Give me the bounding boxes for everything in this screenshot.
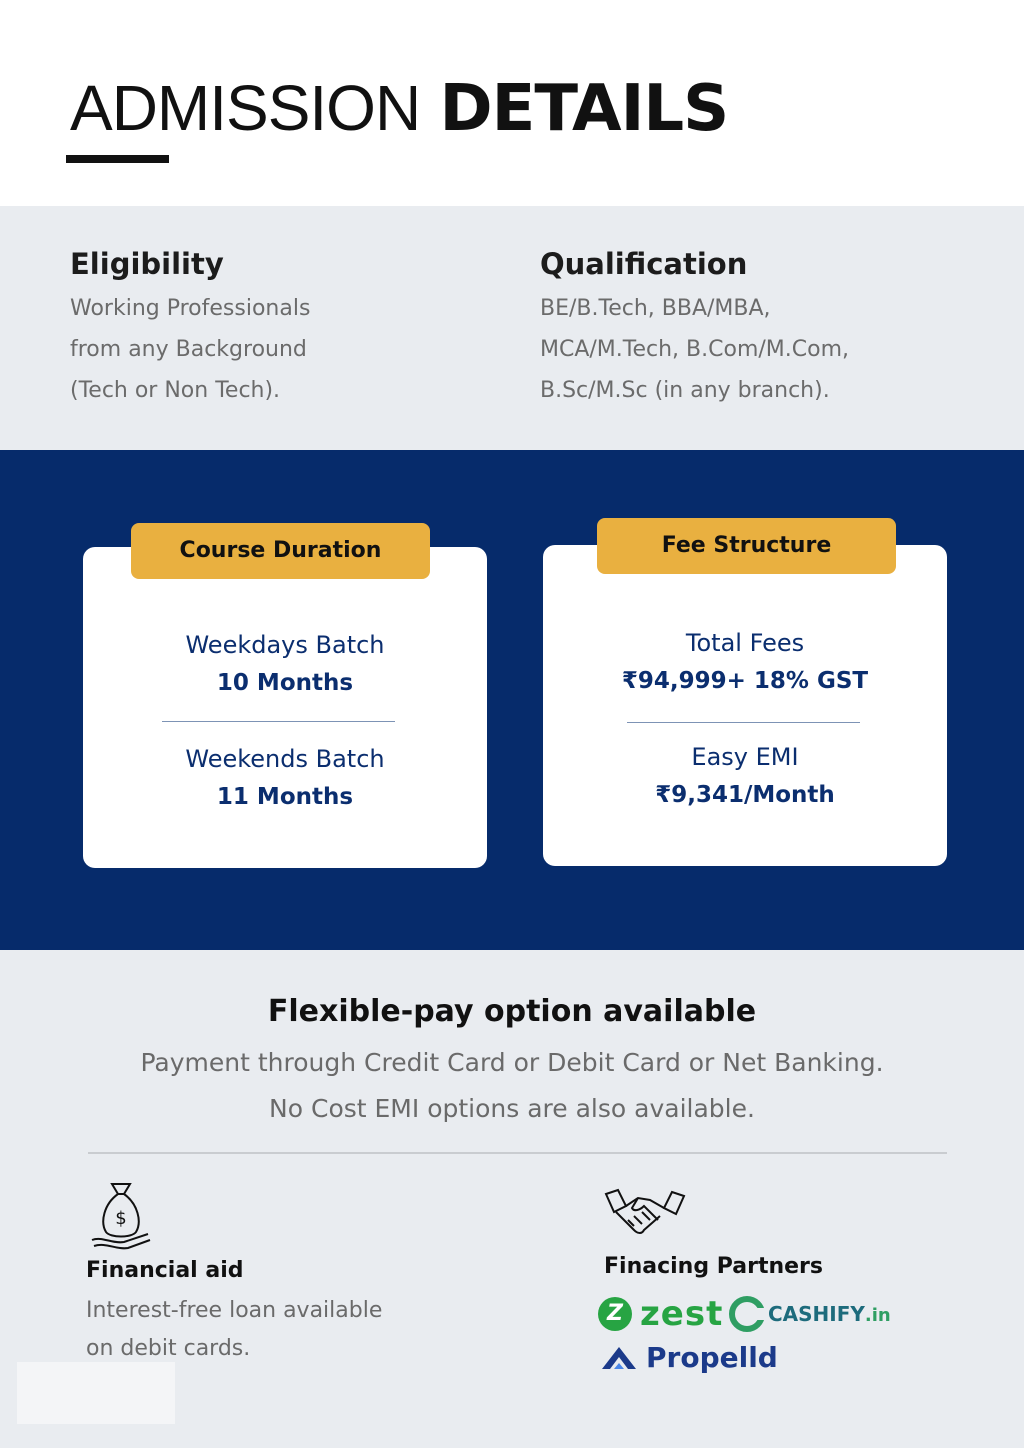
cashify-logo bbox=[729, 1296, 891, 1332]
batch-value: 11 Months bbox=[216, 784, 354, 810]
qualification-line: MCA/M.Tech, B.Com/M.Com, bbox=[540, 337, 850, 362]
qualification-heading: Qualification bbox=[540, 247, 748, 281]
fee-label: Total Fees bbox=[685, 629, 805, 657]
financial-aid-line: on debit cards. bbox=[86, 1336, 251, 1361]
course-duration-card bbox=[83, 547, 487, 868]
weekdays-batch bbox=[83, 630, 487, 698]
weekends-batch bbox=[83, 744, 487, 812]
card-divider bbox=[162, 721, 395, 722]
financial-aid-title: Financial aid bbox=[86, 1258, 244, 1283]
propelld-mark-icon bbox=[600, 1345, 638, 1371]
flexible-pay-line: No Cost EMI options are also available. bbox=[269, 1094, 755, 1123]
flexible-pay-title: Flexible-pay option available bbox=[267, 994, 757, 1029]
total-fees bbox=[543, 628, 947, 696]
card-divider bbox=[627, 722, 860, 723]
partners-title: Finacing Partners bbox=[604, 1254, 824, 1279]
qualification-line: B.Sc/M.Sc (in any branch). bbox=[540, 378, 830, 403]
fee-structure-card bbox=[543, 545, 947, 866]
eligibility-line: (Tech or Non Tech). bbox=[70, 378, 281, 403]
money-bag-icon bbox=[90, 1178, 152, 1250]
batch-label: Weekdays Batch bbox=[185, 631, 385, 659]
qualification-line: BE/B.Tech, BBA/MBA, bbox=[540, 296, 771, 321]
zest-logo bbox=[598, 1294, 723, 1334]
flexible-pay-text bbox=[0, 1040, 1024, 1132]
page-header bbox=[0, 0, 1024, 206]
qualification-column bbox=[540, 246, 980, 411]
zest-wordmark: zest bbox=[640, 1294, 724, 1334]
section-divider bbox=[88, 1152, 947, 1154]
cashify-wordmark: CASHIFY.in bbox=[768, 1302, 891, 1326]
course-duration-tag: Course Duration bbox=[131, 523, 430, 579]
financial-aid-text bbox=[86, 1292, 506, 1368]
eligibility-line: from any Background bbox=[70, 337, 307, 362]
title-bold: DETAILS bbox=[439, 72, 729, 146]
fee-value: ₹9,341/Month bbox=[655, 782, 835, 808]
eligibility-column bbox=[70, 246, 510, 411]
fee-structure-tag: Fee Structure bbox=[597, 518, 896, 574]
propelld-logo bbox=[600, 1341, 778, 1374]
course-fee-section bbox=[0, 450, 1024, 950]
financial-aid-line: Interest-free loan available bbox=[86, 1298, 383, 1323]
flexible-pay-line: Payment through Credit Card or Debit Card or Net Banking. bbox=[140, 1048, 884, 1077]
handshake-icon bbox=[604, 1186, 686, 1246]
cashify-mark-icon bbox=[729, 1296, 765, 1332]
title-light: ADMISSION bbox=[70, 72, 421, 144]
eligibility-section bbox=[0, 206, 1024, 450]
corner-blank bbox=[17, 1362, 175, 1424]
svg-text:$: $ bbox=[115, 1208, 127, 1229]
batch-value: 10 Months bbox=[216, 670, 354, 696]
fee-label: Easy EMI bbox=[691, 743, 799, 771]
zest-mark-icon: Z bbox=[598, 1297, 632, 1331]
eligibility-line: Working Professionals bbox=[70, 296, 311, 321]
title-underline bbox=[66, 155, 169, 163]
batch-label: Weekends Batch bbox=[185, 745, 385, 773]
propelld-wordmark: Propelld bbox=[646, 1341, 778, 1374]
fee-value: ₹94,999+ 18% GST bbox=[621, 668, 869, 694]
easy-emi bbox=[543, 742, 947, 810]
eligibility-heading: Eligibility bbox=[70, 247, 224, 281]
page-title bbox=[70, 72, 728, 145]
